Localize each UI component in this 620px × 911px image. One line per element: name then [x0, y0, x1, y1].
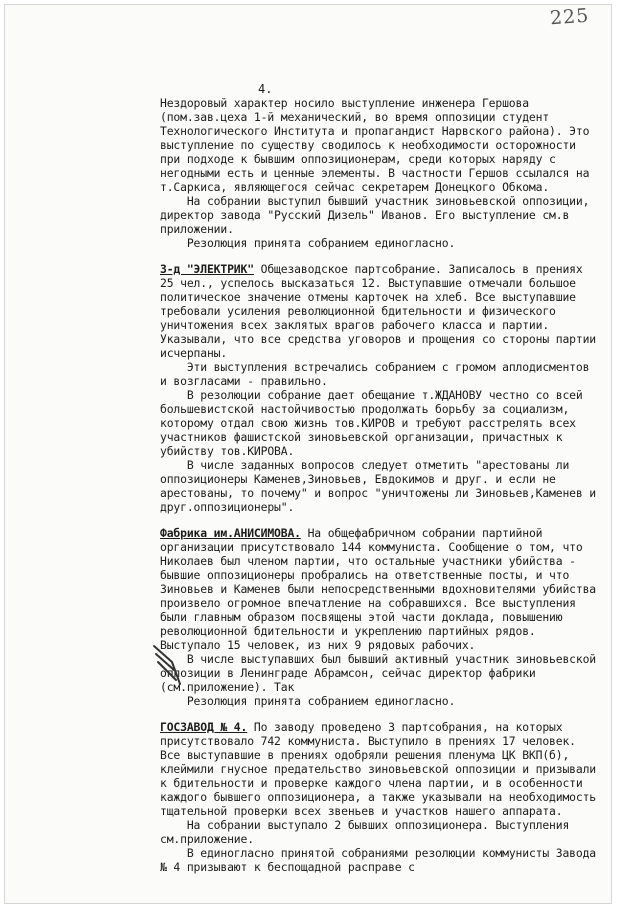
paragraph-9: [160, 652, 603, 694]
archive-number-handwritten: 225: [549, 4, 590, 30]
paragraph-5-text: Эти выступления встречались собранием с громом аплодисментов и возгласами - правильно.: [160, 360, 597, 388]
paragraph-10-text: Резолюция принята собранием единогласно.: [160, 694, 456, 708]
typewritten-text: [160, 96, 603, 874]
paragraph-7-text: В числе заданных вопросов следует отметить "арестованы ли оппозиционеры Каменев,Зиновьев, Евдокимов и друг. и если не арестованы, то почему" и вопрос "уничтожены ли Зиновьев,Каменев и друг.оппозиционеры".: [160, 458, 603, 514]
paragraph-5: [160, 360, 600, 388]
paragraph-7: [160, 458, 603, 514]
paragraph-12: [160, 818, 600, 846]
paragraph-6: [160, 388, 600, 458]
paragraph-11-text: По заводу проведено 3 партсобрания, на которых присутствовало 742 коммуниста. Выступило в прениях 17 человек. Все выступавшие в прениях одобряли решения пленума ЦК ВКП(б), клеймили гнусное предательство зиновьевской оппозиции и призывали к бдительности и проверке каждого члена партии, и в особенности каждого бывшего оппозиционера, а также указывали на необходимость тщательной проверки всех звеньев и участков нашего аппарата.: [160, 720, 603, 818]
section-heading-anisimov: Фабрика им.АНИСИМОВА.: [160, 526, 301, 540]
paragraph-11: [160, 720, 603, 818]
paragraph-1-text: Нездоровый характер носило выступление инженера Гершова (пом.зав.цеха 1-й механический, во время оппозиции студент Технологического Института и пропагандист Нарвского района). Это выступление по существу сводилось к необходимости осторожности при подходе к бывшим оппозиционерам, среди которых наряду с негодными есть и ценные элементы. В частности Гершов ссылался на т.Саркиса, являющегося сейчас секретарем Донецкого Обкома.: [160, 96, 597, 194]
paragraph-2-text: На собрании выступил бывший участник зиновьевской оппозиции, директор завода "Русский Дизель" Иванов. Его выступление см.в приложении.: [160, 194, 597, 236]
paragraph-4-text: Общезаводское партсобрание. Записалось в прениях 25 чел., успелось высказаться 12. Выступавшие отмечали большое политическое значение отмены карточек на хлеб. Все выступавшие требовали усиления революционной бдительности и физического уничтожения всех заклятых врагов рабочего класса и партии. Указывали, что все средства уговоров и прощения со стороны партии исчерпаны.: [160, 262, 603, 360]
paragraph-3-text: Резолюция принята собранием единогласно.: [160, 236, 456, 250]
paragraph-13-text: В единогласно принятой собраниями резолюции коммунисты Завода № 4 призывают к беспощадной расправе с: [160, 846, 603, 874]
paragraph-3: [160, 236, 600, 250]
paragraph-9-text: В числе выступавших был бывший активный участник зиновьевской оппозиции в Ленинграде Абрамсон, сейчас директор фабрики (см.приложение). Так: [160, 652, 603, 694]
paragraph-13: [160, 846, 603, 874]
section-heading-goszavod: ГОСЗАВОД № 4.: [160, 720, 248, 734]
paragraph-1: [160, 96, 600, 194]
section-heading-elektrik: 3-д "ЭЛЕКТРИК": [160, 262, 254, 276]
paragraph-8-text: На общефабричном собрании партийной организации присутствовало 144 коммуниста. Сообщение о том, что Николаев был членом партии, что остальные участники убийства - бывшие оппозиционеры пробрались на ответственные посты, и что Зиновьев и Каменев были непосредственными вдохновителями убийства произвело огромное впечатление на собравшихся. Все выступления были главным образом посвящены этой части доклада, повышению революционной бдительности и укреплению партийных рядов. Выступало 15 человек, из них 9 рядовых рабочих.: [160, 526, 603, 652]
margin-pencil-mark: [150, 640, 184, 688]
paragraph-2: [160, 194, 600, 236]
paragraph-8: [160, 526, 603, 652]
paragraph-6-text: В резолюции собрание дает обещание т.ЖДАНОВУ честно со всей большевистской настойчивостью продолжать борьбу за социализм, которому отдал свою жизнь тов.КИРОВ и требуют расстрелять всех участников фашистской зиновьевской организации, причастных к убийству тов.КИРОВА.: [160, 388, 590, 458]
page-number: 4.: [258, 82, 273, 96]
paragraph-4: [160, 262, 603, 360]
paragraph-12-text: На собрании выступало 2 бывших оппозиционера. Выступления см.приложение.: [160, 818, 576, 846]
paragraph-10: [160, 694, 600, 708]
